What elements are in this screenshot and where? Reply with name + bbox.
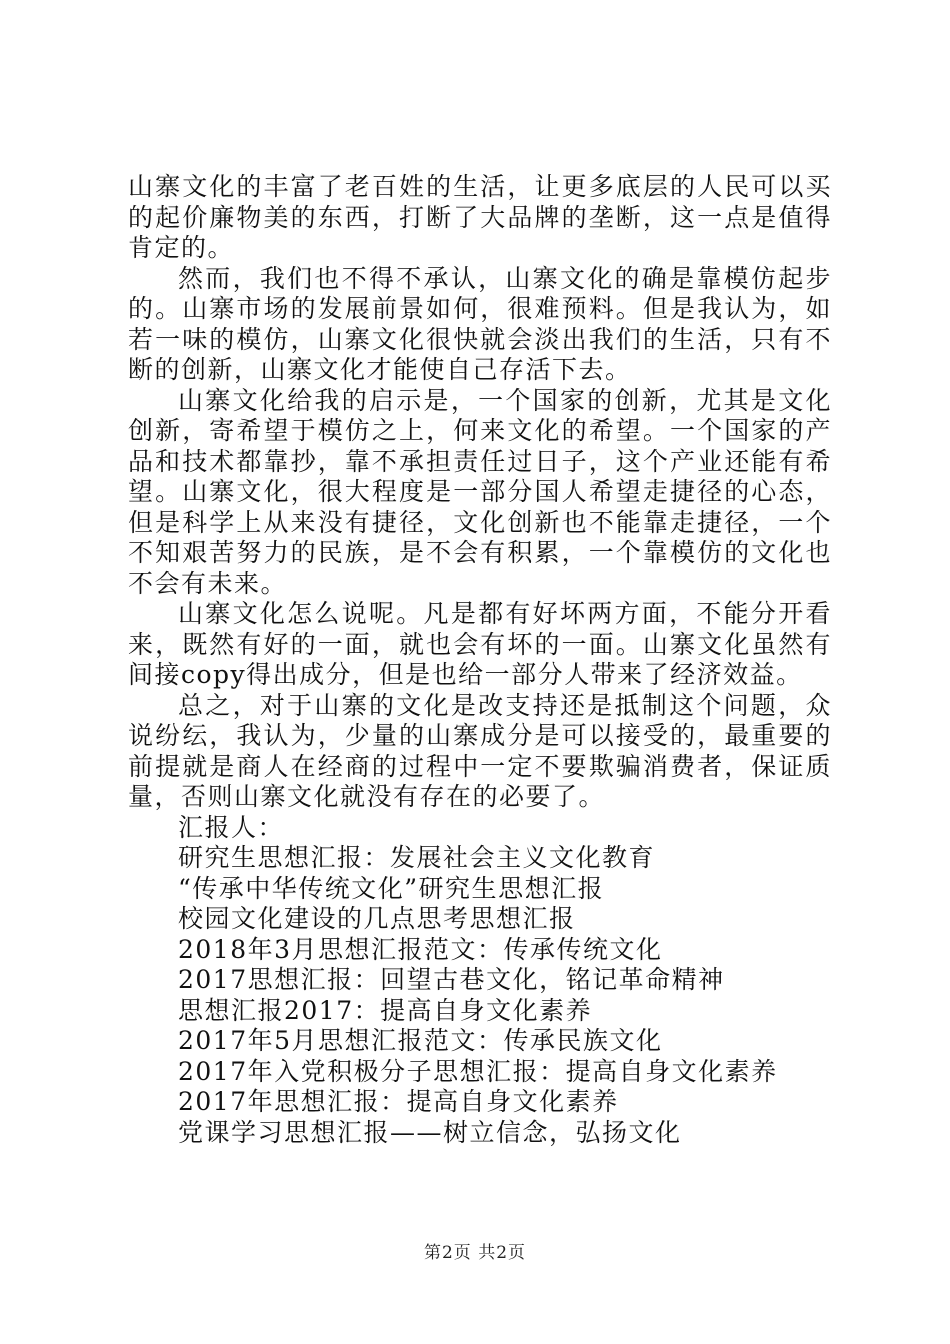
related-article-link[interactable]: 2017年思想汇报：提高自身文化素养 xyxy=(178,1087,619,1116)
paragraph: 总之，对于山寨的文化是改支持还是抵制这个问题，众说纷纭，我认为，少量的山寨成分是可以接受的，最重要的前提就是商人在经商的过程中一定不要欺骗消费者，保证质量，否则山寨文化就没有存在的必要了。 xyxy=(128,690,832,811)
paragraph: 然而，我们也不得不承认，山寨文化的确是靠模仿起步的。山寨市场的发展前景如何，很难预料。但是我认为，如若一味的模仿，山寨文化很快就会淡出我们的生活，只有不断的创新，山寨文化才能使自己存活下去。 xyxy=(128,263,832,384)
reporter-label: 汇报人： xyxy=(178,812,285,842)
related-article-link[interactable]: 思想汇报2017：提高自身文化素养 xyxy=(178,995,593,1025)
related-article-link[interactable]: 党课学习思想汇报——树立信念，弘扬文化 xyxy=(178,1117,682,1147)
paragraph: 山寨文化怎么说呢。凡是都有好坏两方面，不能分开看来，既然有好的一面，就也会有坏的一面。山寨文化虽然有间接copy得出成分，但是也给一部分人带来了经济效益。 xyxy=(128,599,832,689)
page-number-footer: 第2页 共2页 xyxy=(423,1243,527,1263)
related-article-link[interactable]: 研究生思想汇报：发展社会主义文化教育 xyxy=(178,843,656,872)
related-article-link[interactable]: “传承中华传统文化”研究生思想汇报 xyxy=(178,873,605,903)
document-body xyxy=(128,172,832,1148)
related-article-link[interactable]: 2017年入党积极分子思想汇报：提高自身文化素养 xyxy=(178,1056,778,1086)
paragraph: 山寨文化给我的启示是，一个国家的创新，尤其是文化创新，寄希望于模仿之上，何来文化的希望。一个国家的产品和技术都靠抄，靠不承担责任过日子，这个产业还能有希望。山寨文化，很大程度是一部分国人希望走捷径的心态，但是科学上从来没有捷径，文化创新也不能靠走捷径，一个不知艰苦努力的民族，是不会有积累，一个靠模仿的文化也不会有未来。 xyxy=(128,385,832,598)
related-article-link[interactable]: 2017年5月思想汇报范文：传承民族文化 xyxy=(178,1026,663,1055)
related-articles-list xyxy=(128,843,832,1148)
related-article-link[interactable]: 校园文化建设的几点思考思想汇报 xyxy=(178,904,576,933)
related-article-link[interactable]: 2017思想汇报：回望古巷文化，铭记革命精神 xyxy=(178,965,725,994)
related-article-link[interactable]: 2018年3月思想汇报范文：传承传统文化 xyxy=(178,934,663,964)
paragraph: 山寨文化的丰富了老百姓的生活，让更多底层的人民可以买的起价廉物美的东西，打断了大品牌的垄断，这一点是值得肯定的。 xyxy=(128,172,832,262)
